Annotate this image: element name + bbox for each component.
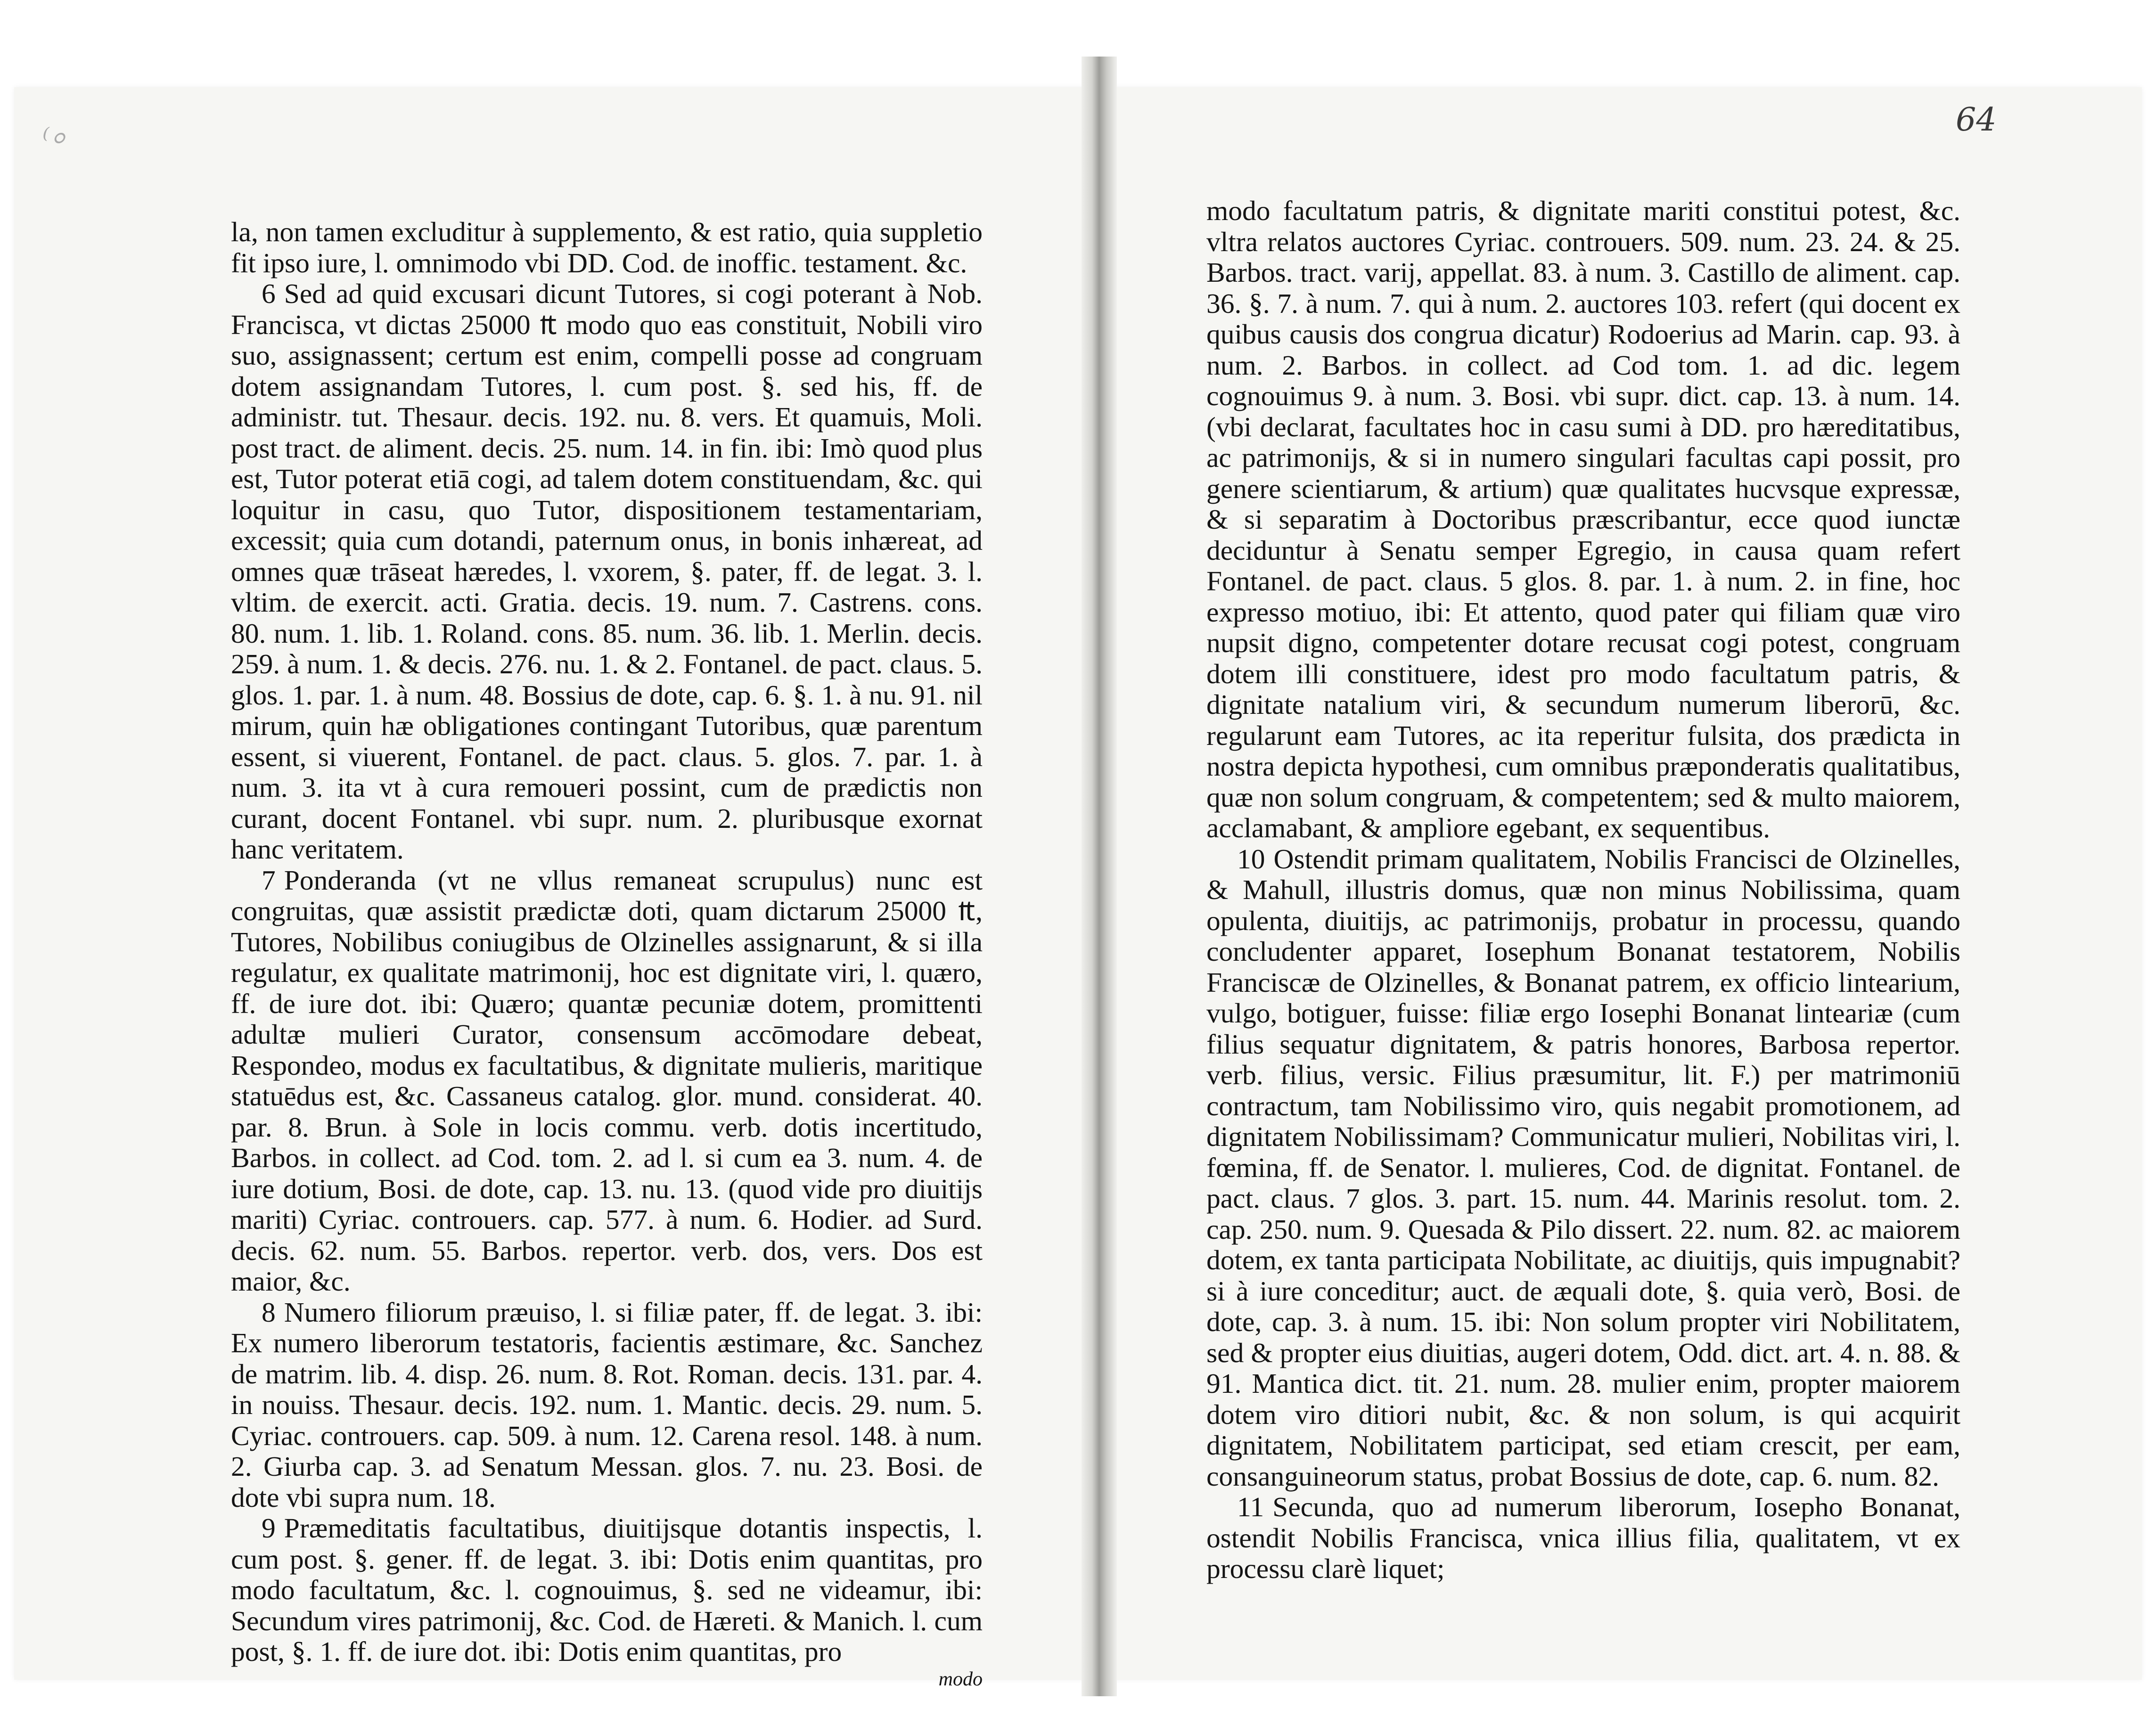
- corner-ink-mark: ⁽⸰: [42, 123, 66, 154]
- paragraph-number: 7: [262, 864, 276, 896]
- catchword: modo: [938, 1668, 983, 1690]
- paragraph-number: 11: [1237, 1491, 1264, 1522]
- paragraph: la, non tamen excluditur à supplemento, & est ratio, quia suppletio fit ipso iure, l. omnimodo vbi DD. Cod. de inoffic. testament. &c.: [231, 216, 983, 278]
- paragraph: modo facultatum patris, & dignitate mariti constitui potest, &c. vltra relatos auctores Cyriac. controuers. 509. num. 23. 24. & 25. Barbos. tract. varij, appellat. 83. à num. 3. Castillo de aliment. cap. 36. §. 7. à num. 7. qui à num. 2. auctores 103. refert (qui docent ex quibus causis dos congrua dicatur) Rodoerius ad Marin. cap. 93. à num. 2. Barbos. in collect. ad Cod tom. 1. ad dic. legem cognouimus 9. à num. 3. Bosi. vbi supr. dict. cap. 13. à num. 14. (vbi declarat, facultates hoc in casu sumi à DD. pro hæreditatibus, ac patrimonijs, & si in numero singulari facultas capi possit, pro genere scientiarum, & artium) quæ qualitates hucvsque expressæ, & si separatim à Doctoribus præscribantur, ecce quod iunctæ deciduntur à Senatu semper Egregio, in causa quam refert Fontanel. de pact. claus. 5 glos. 8. par. 1. à num. 2. in fine, hoc expresso motiuo, ibi: Et attento, quod pater qui filiam quæ viro nupsit digno, competenter dotare recusat cogi potest, congruam dotem illi constituere, idest pro modo facultatum patris, & dignitate natalium viri, & secundum numerum liberorū, &c. regularunt eam Tutores, ac ita reperitur fulsita, dos prædicta in nostra depicta hypothesi, cum omnibus præponderatis qualitatibus, quæ non solum congruam, & competentem; sed & multo maiorem, acclamabant, & ampliore egebant, ex sequentibus.: [1206, 195, 1960, 843]
- paragraph: 7 Ponderanda (vt ne vllus remaneat scrupulus) nunc est congruitas, quæ assistit prædictæ doti, quam dictarum 25000 ₶, Tutores, Nobilibus coniugibus de Olzinelles assignarunt, & si illa regulatur, ex qualitate matrimonij, hoc est dignitate viri, l. quæro, ff. de iure dot. ibi: Quæro; quantæ pecuniæ dotem, promittenti adultæ mulieri Curator, consensum accōmodare debeat, Respondeo, modus ex facultatibus, & dignitate mulieris, maritique statuēdus est, &c. Cassaneus catalog. glor. mund. considerat. 40. par. 8. Brun. à Sole in locis commu. verb. dotis incertitudo, Barbos. in collect. ad Cod. tom. 2. ad l. si cum ea 3. num. 4. de iure dotium, Bosi. de dote, cap. 13. nu. 13. (quod vide pro diuitijs mariti) Cyriac. controuers. cap. 577. à num. 6. Hodier. ad Surd. decis. 62. num. 55. Barbos. repertor. verb. dos, vers. Dos est maior, &c.: [231, 864, 983, 1297]
- paragraph-number: 9: [262, 1512, 276, 1544]
- right-text-column: [1206, 196, 1960, 1585]
- folio-number: 64: [1956, 101, 1997, 139]
- book-gutter: [1082, 57, 1117, 1696]
- paragraph-number: 10: [1237, 843, 1265, 875]
- paragraph-number: 8: [262, 1296, 276, 1328]
- paragraph: 8 Numero filiorum præuiso, l. si filiæ pater, ff. de legat. 3. ibi: Ex numero liberorum testatoris, facientis æstimare, &c. Sanchez de matrim. lib. 4. disp. 26. num. 8. Rot. Roman. decis. 131. par. 4. in nouiss. Thesaur. decis. 192. num. 1. Mantic. decis. 29. num. 5. Cyriac. controuers. cap. 509. à num. 12. Carena resol. 148. à num. 2. Giurba cap. 3. ad Senatum Messan. glos. 7. nu. 23. Bosi. de dote vbi supra num. 18.: [231, 1296, 983, 1513]
- paragraph-number: 6: [262, 278, 276, 309]
- left-text-column: [231, 217, 983, 1690]
- paragraph: 9 Præmeditatis facultatibus, diuitijsque dotantis inspectis, l. cum post. §. gener. ff. de legat. 3. ibi: Dotis enim quantitas, pro modo facultatum, &c. l. cognouimus, §. sed ne videamur, ibi: Secundum vires patrimonij, &c. Cod. de Hæreti. & Manich. l. cum post, §. 1. ff. de iure dot. ibi: Dotis enim quantitas, pro: [231, 1512, 983, 1667]
- paragraph: 10 Ostendit primam qualitatem, Nobilis Francisci de Olzinelles, & Mahull, illustris domus, quæ non minus Nobilissima, quam opulenta, diuitijs, ac patrimonijs, probatur in processu, quando concludenter apparet, Iosephum Bonanat testatorem, Nobilis Franciscæ de Olzinelles, & Bonanat patrem, ex officio lintearium, vulgo, botiguer, fuisse: filiæ ergo Iosephi Bonanat linteariæ (cum filius sequatur dignitatem, & patris honores, Barbosa repertor. verb. filius, versic. Filius præsumitur, lit. F.) per matrimoniū contractum, tam Nobilissimo viro, quis negabit promotionem, ad dignitatem Nobilissimam? Communicatur mulieri, Nobilitas viri, l. fœmina, ff. de Senator. l. mulieres, Cod. de dignitat. Fontanel. de pact. claus. 7 glos. 3. part. 15. num. 44. Marinis resolut. tom. 2. cap. 250. num. 9. Quesada & Pilo dissert. 22. num. 82. ac maiorem dotem, ex tanta participata Nobilitate, ac diuitijs, quis impugnabit? si à iure conceditur; auct. de æquali dote, §. quia verò, Bosi. de dote, cap. 3. à num. 15. ibi: Non solum propter viri Nobilitatem, sed & propter eius diuitias, augeri dotem, Odd. dict. art. 4. n. 88. & 91. Mantica dict. tit. 21. num. 28. mulier enim, propter maiorem dotem viro ditiori nubit, &c. & non solum, is qui acquirit dignitatem, Nobilitatem participat, sed etiam crescit, per eam, consanguineorum status, probat Bossius de dote, cap. 6. num. 82.: [1206, 843, 1960, 1492]
- paragraph: 6 Sed ad quid excusari dicunt Tutores, si cogi poterant à Nob. Francisca, vt dictas 25000 ₶ modo quo eas constituit, Nobili viro suo, assignassent; certum est enim, compelli posse ad congruam dotem assignandam Tutores, l. cum post. §. sed his, ff. de administr. tut. Thesaur. decis. 192. nu. 8. vers. Et quamuis, Moli. post tract. de aliment. decis. 25. num. 14. in fin. ibi: Imò quod plus est, Tutor poterat etiā cogi, ad talem dotem constituendam, &c. qui loquitur in casu, quo Tutor, dispositionem testamentariam, excessit; quia cum dotandi, paternum onus, in bonis inhæreat, ad omnes quæ trāseat hæredes, l. vxorem, §. pater, ff. de legat. 3. l. vltim. de exercit. acti. Gratia. decis. 19. num. 7. Castrens. cons. 80. num. 1. lib. 1. Roland. cons. 85. num. 36. lib. 1. Merlin. decis. 259. à num. 1. & decis. 276. nu. 1. & 2. Fontanel. de pact. claus. 5. glos. 1. par. 1. à num. 48. Bossius de dote, cap. 6. §. 1. à nu. 91. nil mirum, quin hæ obligationes contingant Tutoribus, quæ parentum essent, si viuerent, Fontanel. de pact. claus. 5. glos. 7. par. 1. à num. 3. ita vt à cura remoueri possint, cum de prædictis non curant, docent Fontanel. vbi supr. num. 2. pluribusque exornat hanc veritatem.: [231, 278, 983, 865]
- paragraph: 11 Secunda, quo ad numerum liberorum, Iosepho Bonanat, ostendit Nobilis Francisca, vnica illius filia, qualitatem, vt ex processu clarè liquet;: [1206, 1491, 1960, 1584]
